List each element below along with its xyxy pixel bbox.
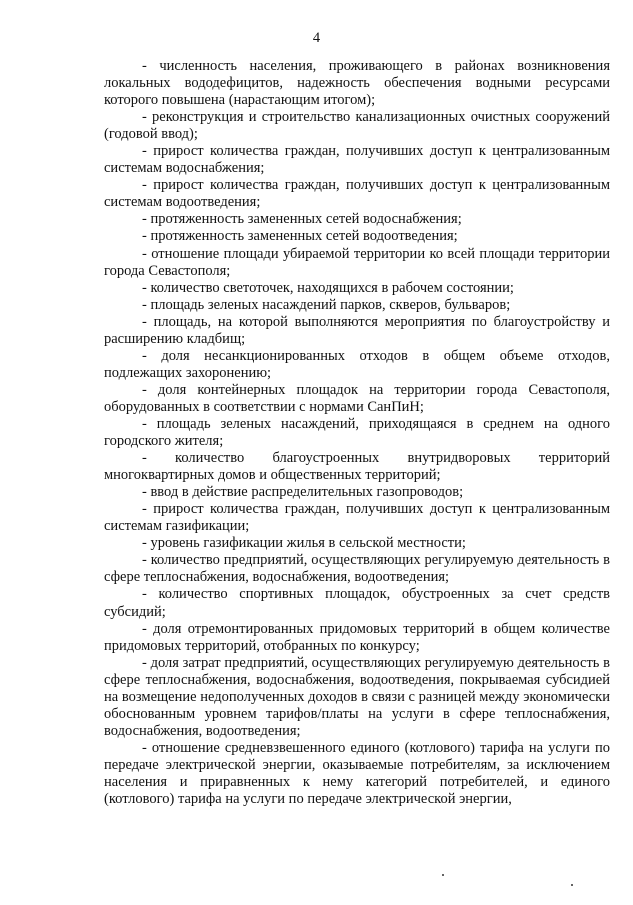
document-body xyxy=(104,58,610,808)
list-item: - площадь зеленых насаждений, приходящаяся в среднем на одного городского жителя; xyxy=(104,415,610,450)
list-item: - ввод в действие распределительных газопроводов; xyxy=(142,484,464,501)
list-item: - прирост количества граждан, получивших доступ к централизованным системам водоснабжения; xyxy=(104,143,610,177)
list-item: - количество предприятий, осуществляющих регулируемую деятельность в сфере теплоснабжения, водоснабжения, водоотведения; xyxy=(104,552,610,586)
list-item: - отношение средневзвешенного единого (котлового) тарифа на услуги по передаче электрической энергии, оказываемые потребителям, за исключением населения и приравненных к нему категорий потребителей, и единого (котлового) тарифа на услуги по передаче электрической энергии, xyxy=(104,739,610,808)
list-item: - площадь, на которой выполняются мероприятия по благоустройству и расширению кладбищ; xyxy=(104,313,610,347)
list-item: - прирост количества граждан, получивших доступ к централизованным системам газификации; xyxy=(104,501,610,535)
list-item: - уровень газификации жилья в сельской местности; xyxy=(142,535,466,552)
list-item: - доля отремонтированных придомовых территорий в общем количестве придомовых территорий, отобранных по конкурсу; xyxy=(104,620,610,654)
list-item: - площадь зеленых насаждений парков, скверов, бульваров; xyxy=(142,296,511,313)
list-item: - численность населения, проживающего в районах возникновения локальных вододефицитов, надежность обеспечения водными ресурсами которого повышена (нарастающим итогом); xyxy=(104,58,610,109)
list-item: - количество спортивных площадок, обустроенных за счет средств субсидий; xyxy=(104,586,610,620)
scan-speck xyxy=(442,874,444,876)
list-item: - протяженность замененных сетей водоотведения; xyxy=(142,228,458,245)
list-item: - реконструкция и строительство канализационных очистных сооружений (годовой ввод); xyxy=(104,109,610,143)
list-item: - доля затрат предприятий, осуществляющих регулируемую деятельность в сфере теплоснабжения, водоснабжения, водоотведения, покрываемая субсидией на возмещение недополученных доходов в связи с разницей между экономически обоснованным уровнем тарифов/платы на услуги в сфере теплоснабжения, водоснабжения, водоотведения; xyxy=(104,654,610,739)
list-item: - доля контейнерных площадок на территории города Севастополя, оборудованных в соответствии с нормами СанПиН; xyxy=(104,381,610,415)
list-item: - количество благоустроенных внутридворовых территорий многоквартирных домов и общественных территорий; xyxy=(104,450,610,484)
list-item: - количество светоточек, находящихся в рабочем состоянии; xyxy=(142,279,514,296)
page-number: 4 xyxy=(312,30,321,46)
list-item: - протяженность замененных сетей водоснабжения; xyxy=(142,211,462,228)
list-item: - доля несанкционированных отходов в общем объеме отходов, подлежащих захоронению; xyxy=(104,347,610,381)
scan-speck xyxy=(571,884,573,886)
list-item: - отношение площади убираемой территории ко всей площади территории города Севастополя; xyxy=(104,245,610,279)
list-item: - прирост количества граждан, получивших доступ к централизованным системам водоотведения; xyxy=(104,177,610,211)
